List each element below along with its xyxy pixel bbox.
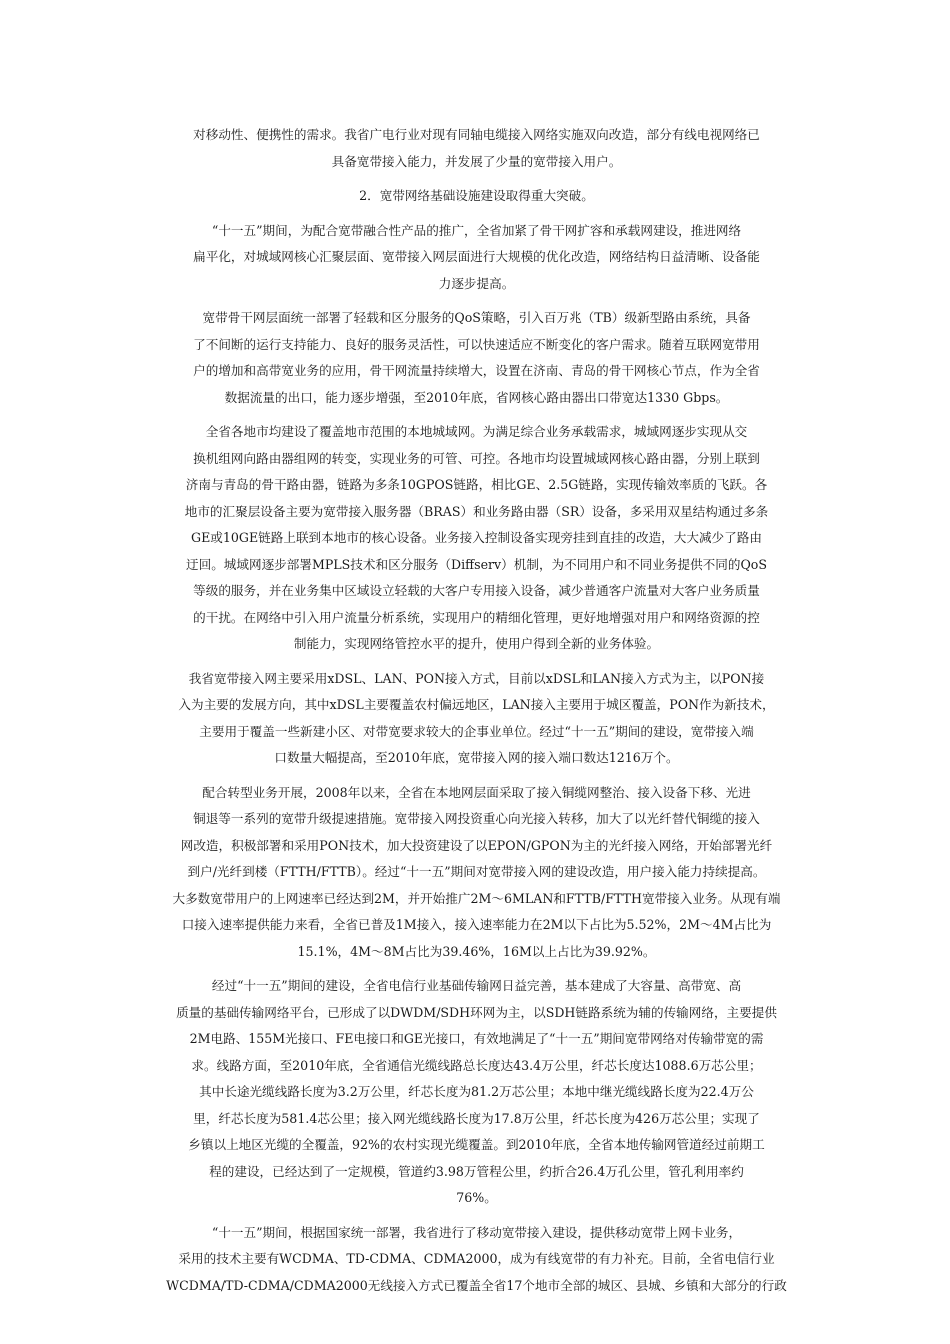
paragraph: [124, 122, 829, 175]
text-line: 了不间断的运行支持能力、良好的服务灵活性，可以快速适应不断变化的客户需求。随着互联网宽带用: [193, 336, 760, 352]
text-line: GE或10GE链路上联到本地市的核心设备。业务接入控制设备实现旁挂到直挂的改造，大大减少了路由: [191, 530, 762, 545]
text-line: 宽带骨干网层面统一部署了轻载和区分服务的QoS策略，引入百万兆（TB）级新型路由系统，具备: [202, 310, 751, 325]
text-line: 主要用于覆盖一些新建小区、对带宽要求较大的企事业单位。经过“十一五”期间的建设，宽带接入端: [199, 723, 754, 739]
text-line: 里，纤芯长度为581.4芯公里；接入网光缆线路长度为17.8万公里，纤芯长度为426万芯公里；实现了: [193, 1110, 760, 1126]
text-line: 对移动性、便携性的需求。我省广电行业对现有同轴电缆接入网络实施双向改造，部分有线电视网络已: [193, 127, 760, 142]
text-line: 到户/光纤到楼（FTTH/FTTB）。经过“十一五”期间对宽带接入网的建设改造，用户接入能力持续提高。: [187, 864, 766, 879]
text-line: 济南与青岛的骨干路由器，链路为多条10GPOS链路，相比GE、2.5G链路，实现传输效率质的飞跃。各: [185, 477, 768, 492]
text-line: 铜退等一系列的宽带升级提速措施。宽带接入网投资重心向光接入转移，加大了以光纤替代铜缆的接入: [193, 811, 760, 826]
paragraph: [124, 666, 829, 772]
text-line: 求。线路方面，至2010年底，全省通信光缆线路总长度达43.4万公里，纤芯长度达1088.6万芯公里；: [191, 1057, 762, 1073]
text-line: 户的增加和高带宽业务的应用，骨干网流量持续增大，设置在济南、青岛的骨干网核心节点，作为全省: [193, 363, 760, 378]
text-line: 采用的技术主要有WCDMA、TD-CDMA、CDMA2000，成为有线宽带的有力补充。目前，全省电信行业: [178, 1251, 775, 1266]
text-line: 配合转型业务开展，2008年以来，全省在本地网层面采取了接入铜缆网整治、接入设备下移、光进: [202, 784, 751, 800]
paragraph: [124, 183, 829, 210]
text-line: 乡镇以上地区光缆的全覆盖，92%的农村实现光缆覆盖。到2010年底，全省本地传输网管道经过前期工: [188, 1137, 765, 1152]
text-line: “十一五”期间，为配合宽带融合性产品的推广，全省加紧了骨干网扩容和承载网建设，推进网络: [211, 222, 742, 238]
text-line: 口接入速率提供能力来看，全省已普及1M接入，接入速率能力在2M以下占比为5.52%，2M～4M占比为: [181, 917, 772, 932]
text-line: 15.1%，4M～8M占比为39.46%，16M以上占比为39.92%。: [297, 943, 656, 959]
text-line: 迂回。城域网逐步部署MPLS技术和区分服务（Diffserv）机制，为不同用户和不同业务提供不同的QoS: [186, 556, 767, 572]
text-line: 口数量大幅提高，至2010年底，宽带接入网的接入端口数达1216万个。: [274, 750, 679, 765]
text-line: 质量的基础传输网络平台，已形成了以DWDM/SDH环网为主，以SDH链路系统为辅的传输网络，主要提供: [176, 1004, 777, 1020]
text-line: 全省各地市均建设了覆盖地市范围的本地城域网。为满足综合业务承载需求，城域网逐步实现从交: [205, 424, 748, 439]
paragraph: [124, 218, 829, 298]
text-line: 入为主要的发展方向，其中xDSL主要覆盖农村偏远地区，LAN接入主要用于城区覆盖，PON作为新技术，: [178, 697, 775, 712]
text-line: 网改造，积极部署和采用PON技术，加大投资建设了以EPON/GPON为主的光纤接入网络，开始部署光纤: [180, 837, 773, 853]
text-line: 2．宽带网络基础设施建设取得重大突破。: [359, 188, 594, 203]
text-line: 我省宽带接入网主要采用xDSL、LAN、PON接入方式，目前以xDSL和LAN接入方式为主，以PON接: [188, 670, 765, 686]
text-line: 力逐步提高。: [438, 275, 515, 291]
text-line: 其中长途光缆线路长度为3.2万公里，纤芯长度为81.2万芯公里；本地中继光缆线路长度为22.4万公: [199, 1084, 754, 1099]
paragraph: [124, 419, 829, 658]
text-line: 换机组网向路由器组网的转变，实现业务的可管、可控。各地市均设置城域网核心路由器，分别上联到: [193, 450, 760, 466]
text-line: 程的建设，已经达到了一定规模，管道约3.98万管程公里，约折合26.4万孔公里，管孔利用率约: [209, 1163, 744, 1179]
text-line: “十一五”期间，根据国家统一部署，我省进行了移动宽带接入建设，提供移动宽带上网卡业务，: [211, 1224, 742, 1240]
text-line: 2M电路、155M光接口、FE电接口和GE光接口，有效地满足了“十一五”期间宽带网络对传输带宽的需: [189, 1031, 764, 1046]
text-line: 的干扰。在网络中引入用户流量分析系统，实现用户的精细化管理，更好地增强对用户和网络资源的控: [193, 609, 760, 625]
text-line: 制能力，实现网络管控水平的提升，使用户得到全新的业务体验。: [293, 636, 660, 651]
text-line: 等级的服务，并在业务集中区域设立轻载的大客户专用接入设备，减少普通客户流量对大客户业务质量: [193, 583, 760, 598]
text-line: 经过“十一五”期间的建设，全省电信行业基础传输网日益完善，基本建成了大容量、高带宽、高: [211, 978, 742, 993]
paragraph: [124, 973, 829, 1212]
text-line: 具备宽带接入能力，并发展了少量的宽带接入用户。: [331, 153, 622, 169]
document-body: [124, 122, 829, 1307]
text-line: 76%。: [456, 1190, 497, 1205]
text-line: 大多数宽带用户的上网速率已经达到2M，并开始推广2M～6MLAN和FTTB/FTTH宽带接入业务。从现有端: [172, 890, 781, 906]
text-line: 地市的汇聚层设备主要为宽带接入服务器（BRAS）和业务路由器（SR）设备，多采用双星结构通过多条: [184, 503, 769, 519]
paragraph: [124, 1220, 829, 1300]
text-line: 扁平化，对城域网核心汇聚层面、宽带接入网层面进行大规模的优化改造，网络结构日益清晰、设备能: [193, 249, 760, 264]
paragraph: [124, 305, 829, 411]
paragraph: [124, 780, 829, 966]
text-line: 数据流量的出口，能力逐步增强，至2010年底，省网核心路由器出口带宽达1330 Gbps。: [224, 389, 729, 405]
text-line: WCDMA/TD-CDMA/CDMA2000无线接入方式已覆盖全省17个地市全部的城区、县城、乡镇和大部分的行政: [166, 1277, 787, 1293]
